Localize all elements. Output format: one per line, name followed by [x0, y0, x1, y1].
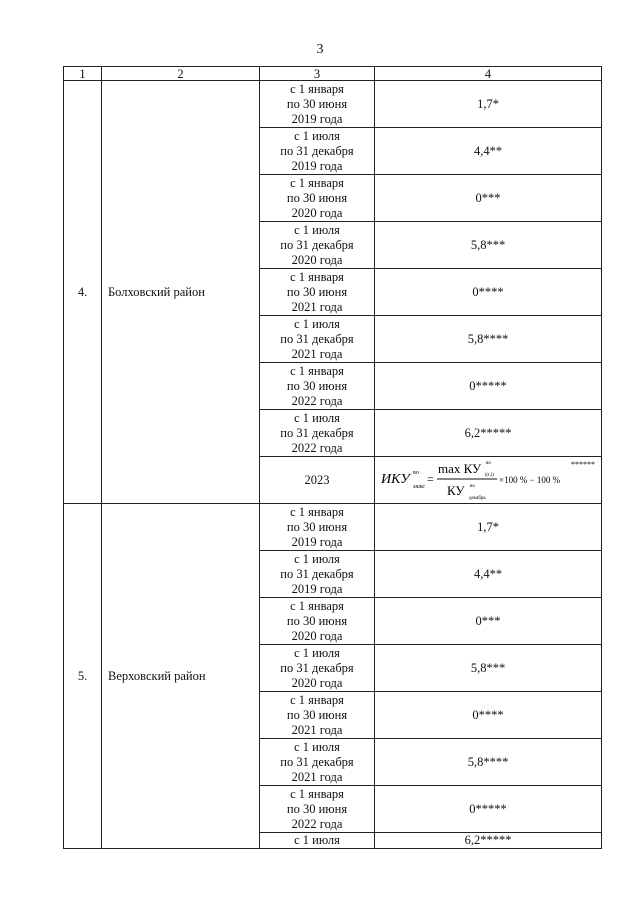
- period-line: по 30 июня: [286, 613, 348, 628]
- period-line: 2021 года: [291, 346, 343, 361]
- period-line: с 1 января: [290, 504, 344, 519]
- value-cell: 5,8****: [375, 316, 602, 363]
- value-cell: 0****: [375, 692, 602, 739]
- formula-den-sub: декабрь: [469, 496, 486, 501]
- period-line: с 1 января: [290, 363, 344, 378]
- formula-lhs-sub: макс: [413, 484, 426, 490]
- value-cell: 0*****: [375, 363, 602, 410]
- period-line: 2021 года: [291, 722, 343, 737]
- formula-num-sub: i(t,i): [485, 473, 494, 478]
- table-row: [64, 81, 602, 128]
- table-header-row: [64, 67, 602, 81]
- tariff-table: [63, 66, 602, 849]
- period-line: по 31 декабря: [280, 660, 354, 675]
- period-line: с 1 июля: [294, 645, 340, 660]
- period-cell: [260, 504, 375, 551]
- header-col-1: 1: [64, 67, 102, 81]
- period-line: с 1 января: [290, 692, 344, 707]
- period-line: по 30 июня: [286, 378, 348, 393]
- period-cell: [260, 81, 375, 128]
- period-cell: [260, 598, 375, 645]
- period-line: 2022 года: [291, 816, 343, 831]
- period-line: по 31 декабря: [280, 143, 354, 158]
- value-cell: 0***: [375, 598, 602, 645]
- value-cell: 5,8****: [375, 739, 602, 786]
- period-line: с 1 июля: [294, 833, 340, 847]
- period-line: с 1 июля: [294, 410, 340, 425]
- period-line: 2020 года: [291, 628, 343, 643]
- period-line: по 31 декабря: [280, 237, 354, 252]
- value-cell: 4,4**: [375, 551, 602, 598]
- period-line: с 1 июля: [294, 222, 340, 237]
- period-line: по 31 декабря: [280, 331, 354, 346]
- value-cell: 6,2*****: [375, 410, 602, 457]
- period-line: по 30 июня: [286, 801, 348, 816]
- period-line: по 30 июня: [286, 190, 348, 205]
- period-line: по 31 декабря: [280, 425, 354, 440]
- period-line: с 1 января: [290, 786, 344, 801]
- header-col-2: 2: [102, 67, 260, 81]
- period-line: с 1 июля: [294, 316, 340, 331]
- period-line: по 30 июня: [286, 519, 348, 534]
- period-cell: [260, 551, 375, 598]
- period-cell: [260, 739, 375, 786]
- district-name: Верховский район: [102, 504, 260, 849]
- period-line: 2020 года: [291, 252, 343, 267]
- period-line: с 1 января: [290, 598, 344, 613]
- value-cell: 1,7*: [375, 81, 602, 128]
- period-cell: [260, 128, 375, 175]
- formula-tail: ×100 % − 100 %: [499, 475, 561, 485]
- formula-lhs-sup: вo: [413, 470, 419, 476]
- formula: [375, 457, 601, 503]
- formula-cell: [375, 457, 602, 504]
- period-cell: [260, 645, 375, 692]
- period-line: 2023: [304, 472, 330, 487]
- period-line: по 30 июня: [286, 96, 348, 111]
- period-line: с 1 января: [290, 81, 344, 96]
- formula-den-sup: вo: [470, 484, 475, 489]
- district-name: Болховский район: [102, 81, 260, 504]
- period-line: с 1 июля: [294, 128, 340, 143]
- period-line: 2020 года: [291, 675, 343, 690]
- formula-lhs: ИКУ: [381, 472, 410, 487]
- period-line: с 1 января: [290, 175, 344, 190]
- period-cell: [260, 457, 375, 504]
- value-cell: 4,4**: [375, 128, 602, 175]
- formula-stars: ******: [571, 460, 595, 469]
- page-number: 3: [316, 42, 324, 57]
- formula-num-sup: вo: [486, 461, 491, 466]
- period-line: 2020 года: [291, 205, 343, 220]
- period-line: 2022 года: [291, 393, 343, 408]
- period-cell: [260, 692, 375, 739]
- table-body: [64, 67, 602, 849]
- value-cell: 5,8***: [375, 222, 602, 269]
- formula-numerator: max КУ: [438, 461, 482, 476]
- period-cell: [260, 833, 375, 849]
- value-cell: 0****: [375, 269, 602, 316]
- period-line: 2019 года: [291, 158, 343, 173]
- value-cell: 1,7*: [375, 504, 602, 551]
- period-line: с 1 июля: [294, 739, 340, 754]
- period-line: по 31 декабря: [280, 566, 354, 581]
- period-cell: [260, 175, 375, 222]
- period-cell: [260, 316, 375, 363]
- period-line: 2019 года: [291, 111, 343, 126]
- table-row: [64, 504, 602, 551]
- period-cell: [260, 786, 375, 833]
- formula-denominator: КУ: [447, 483, 465, 498]
- period-line: по 31 декабря: [280, 754, 354, 769]
- period-line: с 1 июля: [294, 551, 340, 566]
- header-col-3: 3: [260, 67, 375, 81]
- formula-svg: [375, 457, 601, 503]
- row-number: 5.: [64, 504, 102, 849]
- value-cell: 5,8***: [375, 645, 602, 692]
- value-cell: 0***: [375, 175, 602, 222]
- period-line: по 30 июня: [286, 284, 348, 299]
- row-number: 4.: [64, 81, 102, 504]
- period-cell: [260, 222, 375, 269]
- period-line: 2021 года: [291, 299, 343, 314]
- period-line: 2022 года: [291, 440, 343, 455]
- period-line: 2021 года: [291, 769, 343, 784]
- header-col-4: 4: [375, 67, 602, 81]
- period-line: по 30 июня: [286, 707, 348, 722]
- formula-equals: =: [427, 472, 434, 486]
- period-cell: [260, 363, 375, 410]
- period-cell: [260, 410, 375, 457]
- value-cell: 0*****: [375, 786, 602, 833]
- period-line: 2019 года: [291, 534, 343, 549]
- period-line: с 1 января: [290, 269, 344, 284]
- period-line: 2019 года: [291, 581, 343, 596]
- value-cell: 6,2*****: [375, 833, 602, 849]
- period-cell: [260, 269, 375, 316]
